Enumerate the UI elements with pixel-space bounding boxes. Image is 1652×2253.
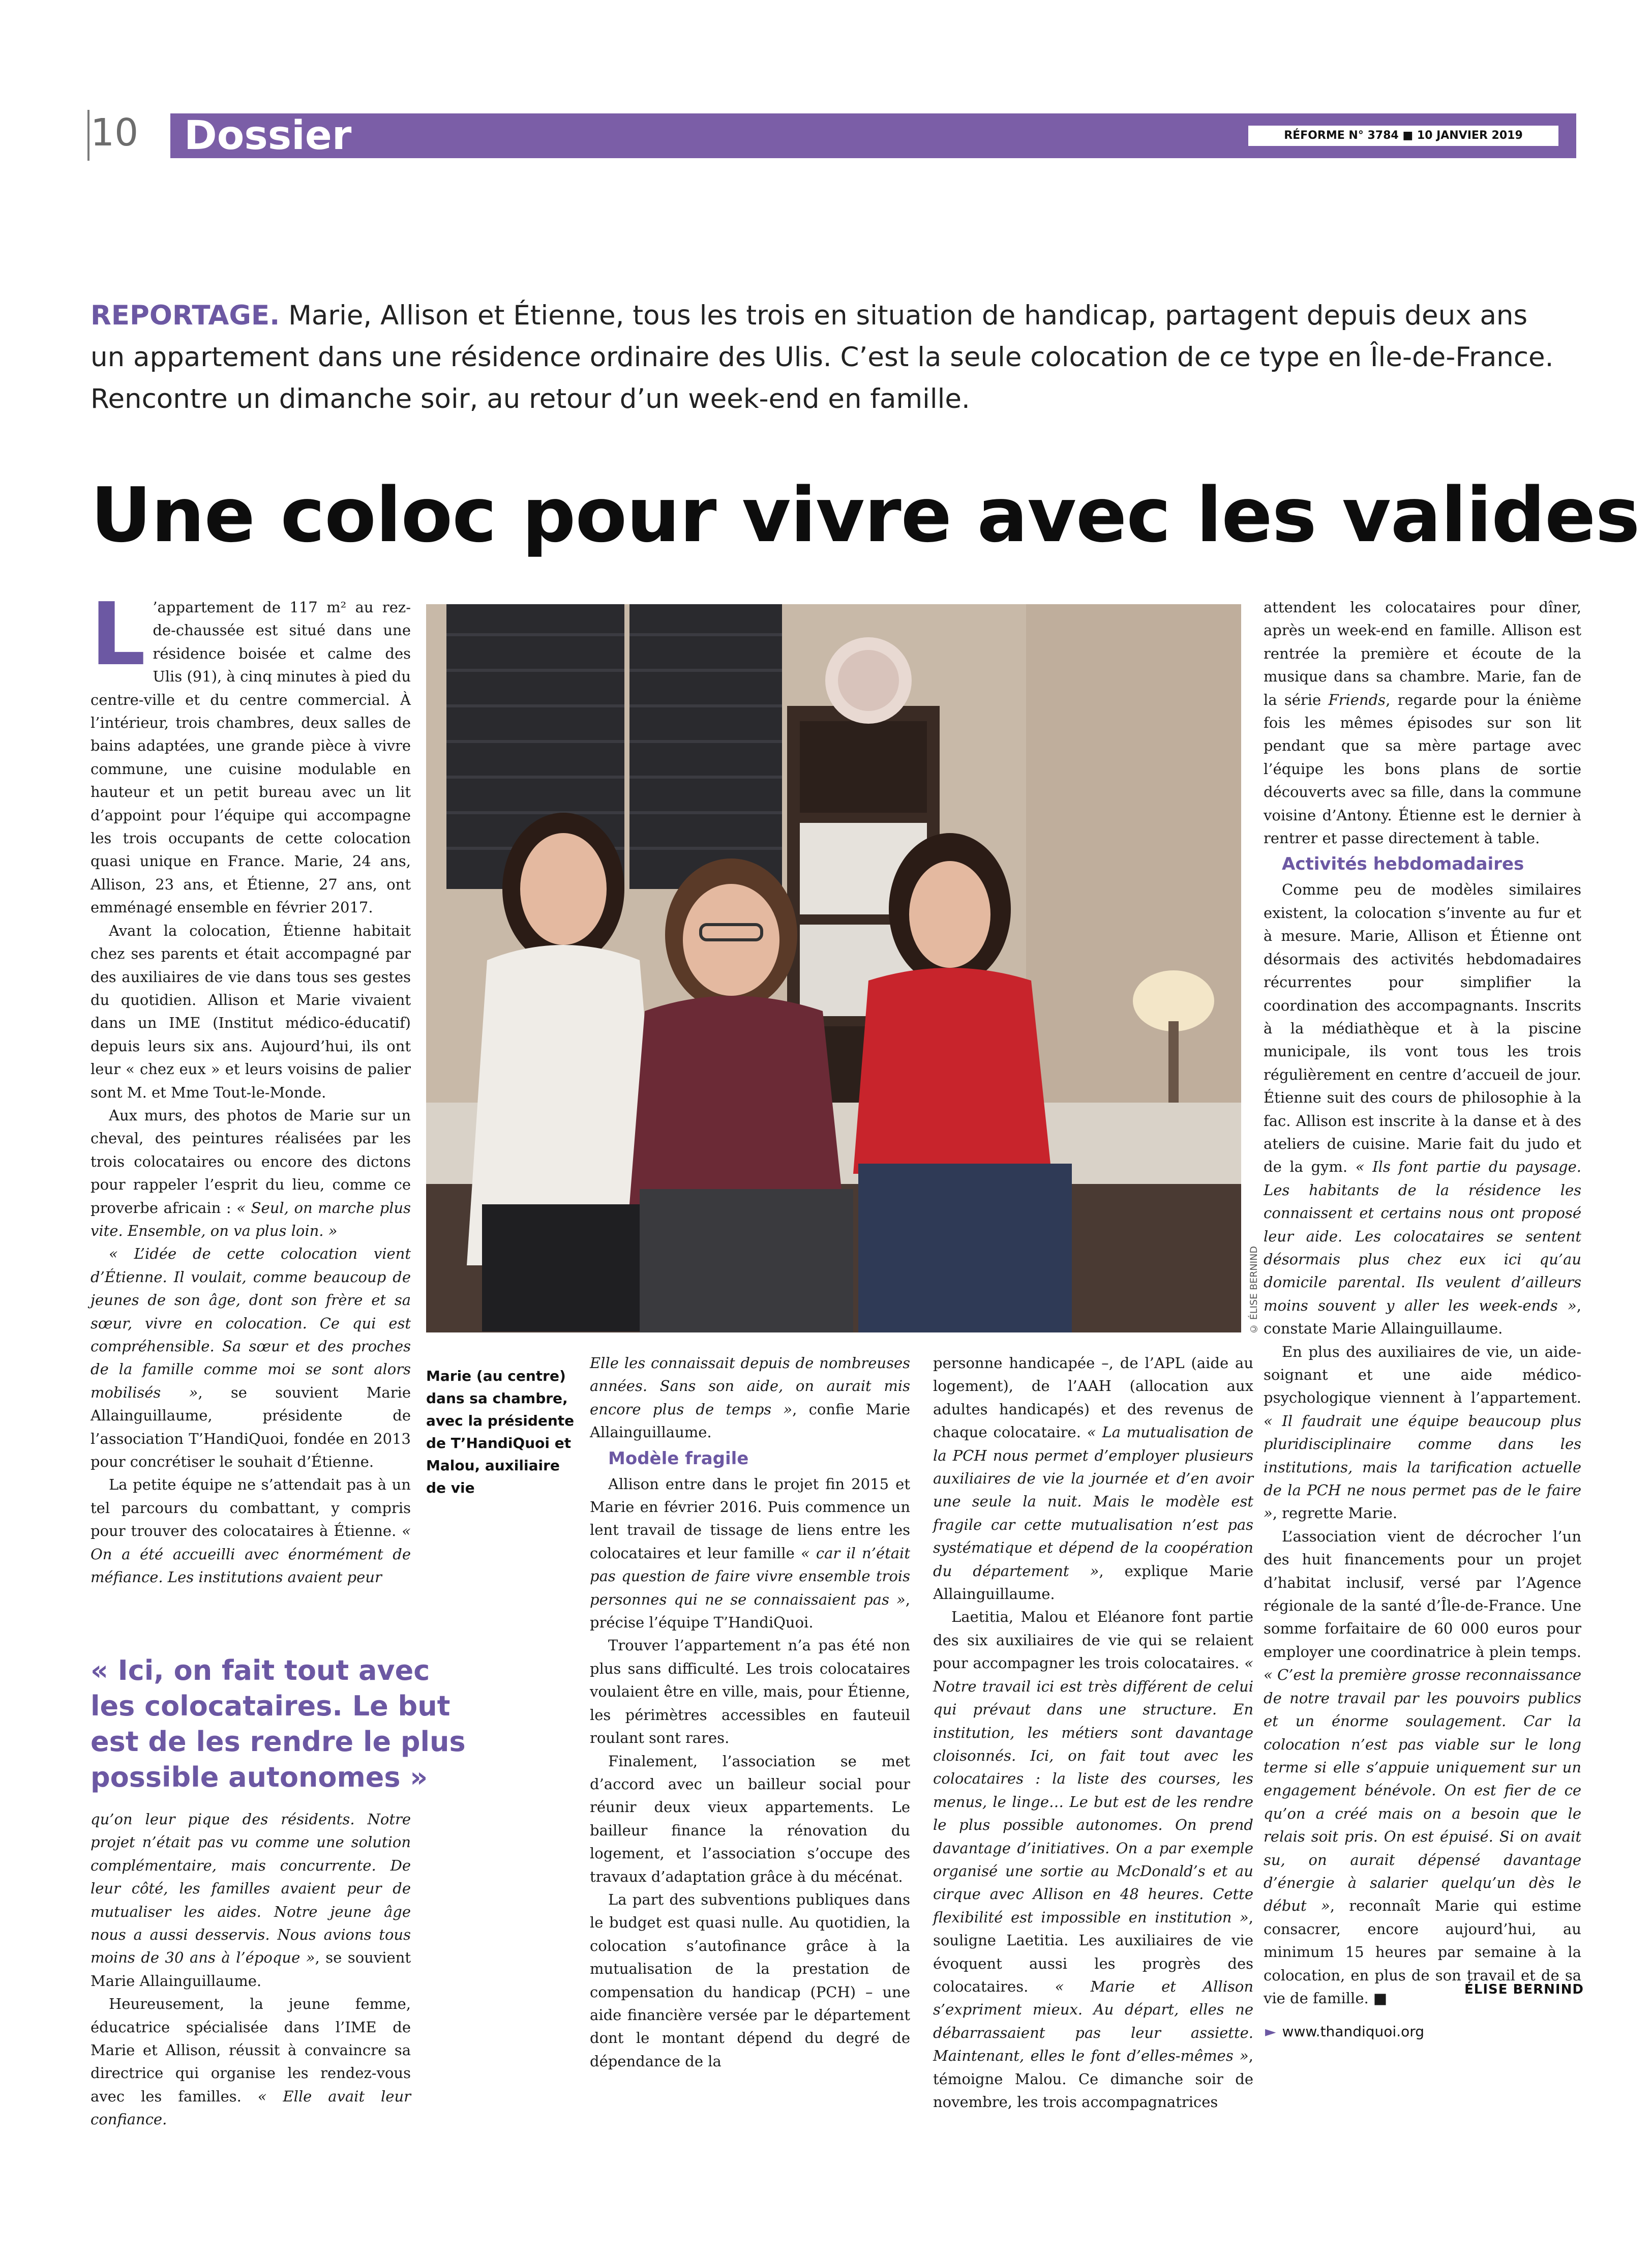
issue-info: RÉFORME N° 3784 ■ 10 JANVIER 2019 [1284, 129, 1523, 142]
column-4 [1264, 596, 1581, 2010]
website-link[interactable] [1265, 2023, 1424, 2040]
website-url[interactable]: www.thandiquoi.org [1282, 2023, 1425, 2040]
paragraph: La petite équipe ne s’attendait pas à un tel parcours du combattant, y compris pour trouver des colocataires à Étienne. « On a été accueilli avec énormément de méfiance. Les institutions avaient peur [91, 1476, 411, 1586]
photo-illustration [426, 604, 1241, 1332]
pull-quote: « Ici, on fait tout avec les colocataires. Le but est de les rendre le plus possible autonomes » [91, 1654, 466, 1793]
page-number-rule [87, 110, 89, 161]
paragraph: Aux murs, des photos de Marie sur un cheval, des peintures réalisées par les trois colocataires ou encore des dictons pour rappeler l’esprit du lieu, comme ce proverbe africain : « Seul, on marche plus vite. Ensemble, on va plus loin. » [91, 1106, 411, 1239]
paragraph-intro: L ’appartement de 117 m² au rez-de-chaussée est situé dans une résidence boisée et calme des Ulis (91), à cinq minutes à pied du centre-ville et du centre commercial. À l’intérieur, trois chambres, deux salles de bains adaptées, une grande pièce à vivre commune, une cuisine modulable en hauteur et un petit bureau avec un lit d’appoint pour l’équipe qui accompagne les trois occupants de cette colocation quasi unique en France. Marie, 24 ans, Allison, 23 ans, et Étienne, 27 ans, ont emménagé ensemble en février 2017. [91, 584, 411, 916]
paragraph: Avant la colocation, Étienne habitait chez ses parents et était accompagné par des auxiliaires de vie dans tous ses gestes du quotidien. Allison et Marie vivaient dans un IME (Institut médico-éducatif) depuis leurs six ans. Aujourd’hui, ils ont leur « chez eux » et leurs voisins de palier sont M. et Mme Tout-le-Monde. [91, 922, 411, 1101]
chapo-text: Marie, Allison et Étienne, tous les trois en situation de handicap, partagent depuis deux ans un appartement dans une résidence ordinaire des Ulis. C’est la seule colocation de ce type en Île-de-France. Rencontre un dimanche soir, au retour d’un week-end en famille. [91, 300, 1554, 414]
column-1-continued [91, 1808, 411, 2131]
headline: Une coloc pour vivre avec les valides [91, 471, 1640, 559]
chapo [91, 295, 1560, 420]
paragraph: Laetitia, Malou et Eléanore font partie des six auxiliaires de vie qui se relaient pour accompagner les trois colocataires. « Notre travail ici est très différent de celui qui prévaut dans une structure. En institution, les métiers sont davantage cloisonnés. Ici, on fait tout avec les colocataires : la liste des courses, les menus, le linge… Le but est de les rendre le plus possible autonomes. On prend davantage d’initiatives. On a par exemple organisé une sortie au McDonald’s et au cirque avec Allison en 48 heures. Cette flexibilité est impossible en institution », souligne Laetitia. Les auxiliaires de vie évoquent aussi les progrès des colocataires. « Marie et Allison s’expriment mieux. Au départ, elles ne débarrassaient pas leur assiette. Maintenant, elles le font d’elles-mêmes », témoigne Malou. Ce dimanche soir de novembre, les trois accompagnatrices [933, 1608, 1253, 2111]
rubric-title: Dossier [184, 113, 352, 159]
dropcap: L [91, 584, 146, 685]
paragraph: « L’idée de cette colocation vient d’Étienne. Il voulait, comme beaucoup de jeunes de son âge, dont son frère et sa sœur, vivre en colocation. Ce qui est compréhensible. Sa sœur et des proches de la famille comme moi se sont alors mobilisés », se souvient Marie Allainguillaume, présidente de l’association T’HandiQuoi, fondée en 2013 pour concrétiser le souhait d’Étienne. [91, 1245, 411, 1471]
paragraph: Elle les connaissait depuis de nombreuses années. Sans son aide, on aurait mis encore plus de temps », confie Marie Allainguillaume. [590, 1354, 910, 1441]
column-1 [91, 584, 411, 1589]
page-number: 10 [91, 111, 139, 155]
paragraph: L’association vient de décrocher l’un des huit financements pour un projet d’habitat inclusif, versé par l’Agence régionale de la santé d’Île-de-France. Une somme forfaitaire de 60 000 euros pour employer une coordinatrice à plein temps. « C’est la première grosse reconnaissance de notre travail par les pouvoirs publics et un énorme soulagement. Car la colocation n’est pas viable sur le long terme si elle s’appuie uniquement sur un engagement bénévole. On est fier de ce qu’on a créé mais on a besoin que le relais soit pris. On est épuisé. Si on avait su, on aurait dépensé davantage d’énergie à salarier quelqu’un dès le début », reconnaît Marie qui estime consacrer, encore aujourd’hui, au minimum 15 heures par semaine à la colocation, en plus de son travail et de sa vie de famille. ■ [1264, 1527, 1581, 2007]
chapo-kicker: REPORTAGE. [91, 300, 280, 331]
paragraph: La part des subventions publiques dans le budget est quasi nulle. Au quotidien, la colocation s’autofinance grâce à la mutualisation de la prestation de compensation du handicap (PCH) – une aide financière versée par le département dont le montant dépend du degré de dépendance de la [590, 1890, 910, 2070]
paragraph: Heureusement, la jeune femme, éducatrice spécialisée dans l’IME de Marie et Allison, réussit à convaincre sa directrice qui organise les rendez-vous avec les familles. « Elle avait leur confiance. [91, 1995, 411, 2128]
paragraph: attendent les colocataires pour dîner, après un week-end en famille. Allison est rentrée la première et écoute de la musique dans sa chambre. Marie, fan de la série Friends, regarde pour la énième fois les mêmes épisodes sur son lit pendant que sa mère partage avec l’équipe les bons plans de sortie découverts avec sa fille, dans la commune voisine d’Antony. Étienne est le dernier à rentrer et passe directement à table. [1264, 599, 1581, 847]
photo-caption: Marie (au centre) dans sa chambre, avec la présidente de T’HandiQuoi et Malou, auxiliaire de vie [426, 1368, 575, 1496]
author-signature: ÉLISE BERNIND [1464, 1982, 1584, 1997]
paragraph: Allison entre dans le projet fin 2015 et Marie en février 2016. Puis commence un lent travail de tissage de liens entre les colocataires et leur famille « car il n’était pas question de faire vivre ensemble trois personnes qui ne se connaissaient pas », précise l’équipe T’HandiQuoi. [590, 1475, 910, 1632]
photo-credit: © ÉLISE BERNIND [1248, 1246, 1259, 1335]
paragraph: En plus des auxiliaires de vie, un aide-soignant et une aide médico-psychologique viennent à l’appartement. « Il faudrait une équipe beaucoup plus pluridisciplinaire comme dans les institutions, mais la tarification actuelle de la PCH ne nous permet pas de le faire », regrette Marie. [1264, 1343, 1581, 1522]
subheading-modele-fragile: Modèle fragile [608, 1448, 749, 1469]
column-3 [933, 1352, 1253, 2114]
subheading-activites: Activités hebdomadaires [1282, 854, 1524, 875]
article-photo [426, 604, 1241, 1332]
arrow-icon: ► [1265, 2023, 1276, 2040]
paragraph: Finalement, l’association se met d’accord avec un bailleur social pour réunir deux vieux appartements. Le bailleur finance la rénovation du logement, et l’association s’occupe des travaux d’adaptation grâce à du mécénat. [590, 1752, 910, 1885]
paragraph: Comme peu de modèles similaires existent, la colocation s’invente au fur et à mesure. Marie, Allison et Étienne ont désormais des activités hebdomadaires récurrentes pour simplifier la coordination des accompagnants. Inscrits à la médiathèque et à la piscine municipale, ils vont tous les trois régulièrement en centre d’accueil de jour. Étienne suit des cours de philosophie à la fac. Allison est inscrite à la danse et à des ateliers de cuisine. Marie fait du judo et de la gym. « Ils font partie du paysage. Les habitants de la résidence les connaissent et certains nous ont proposé leur aide. Les colocataires se sentent désormais plus chez eux ici qu’au domicile parental. Ils veulent d’ailleurs moins souvent y aller les week-ends », constate Marie Allainguillaume. [1264, 881, 1581, 1338]
paragraph: qu’on leur pique des résidents. Notre projet n’était pas vu comme une solution complémentaire, mais concurrente. De leur côté, les familles avaient peur de mutualiser les aides. Notre jeune âge nous a aussi desservis. Nous avions tous moins de 30 ans à l’époque », se souvient Marie Allainguillaume. [91, 1811, 411, 1990]
paragraph: personne handicapée –, de l’APL (aide au logement), de l’AAH (allocation aux adultes handicapés) et des revenus de chaque colocataire. « La mutualisation de la PCH nous permet d’employer plusieurs auxiliaires de vie la journée et d’en avoir une seule la nuit. Mais le modèle est fragile car cette mutualisation n’est pas systématique et dépend de la coopération du département », explique Marie Allainguillaume. [933, 1354, 1253, 1603]
paragraph: Trouver l’appartement n’a pas été non plus sans difficulté. Les trois colocataires voulaient être en ville, mais, pour Étienne, les périmètres accessibles en fauteuil roulant sont rares. [590, 1637, 910, 1747]
column-2 [590, 1352, 910, 2073]
